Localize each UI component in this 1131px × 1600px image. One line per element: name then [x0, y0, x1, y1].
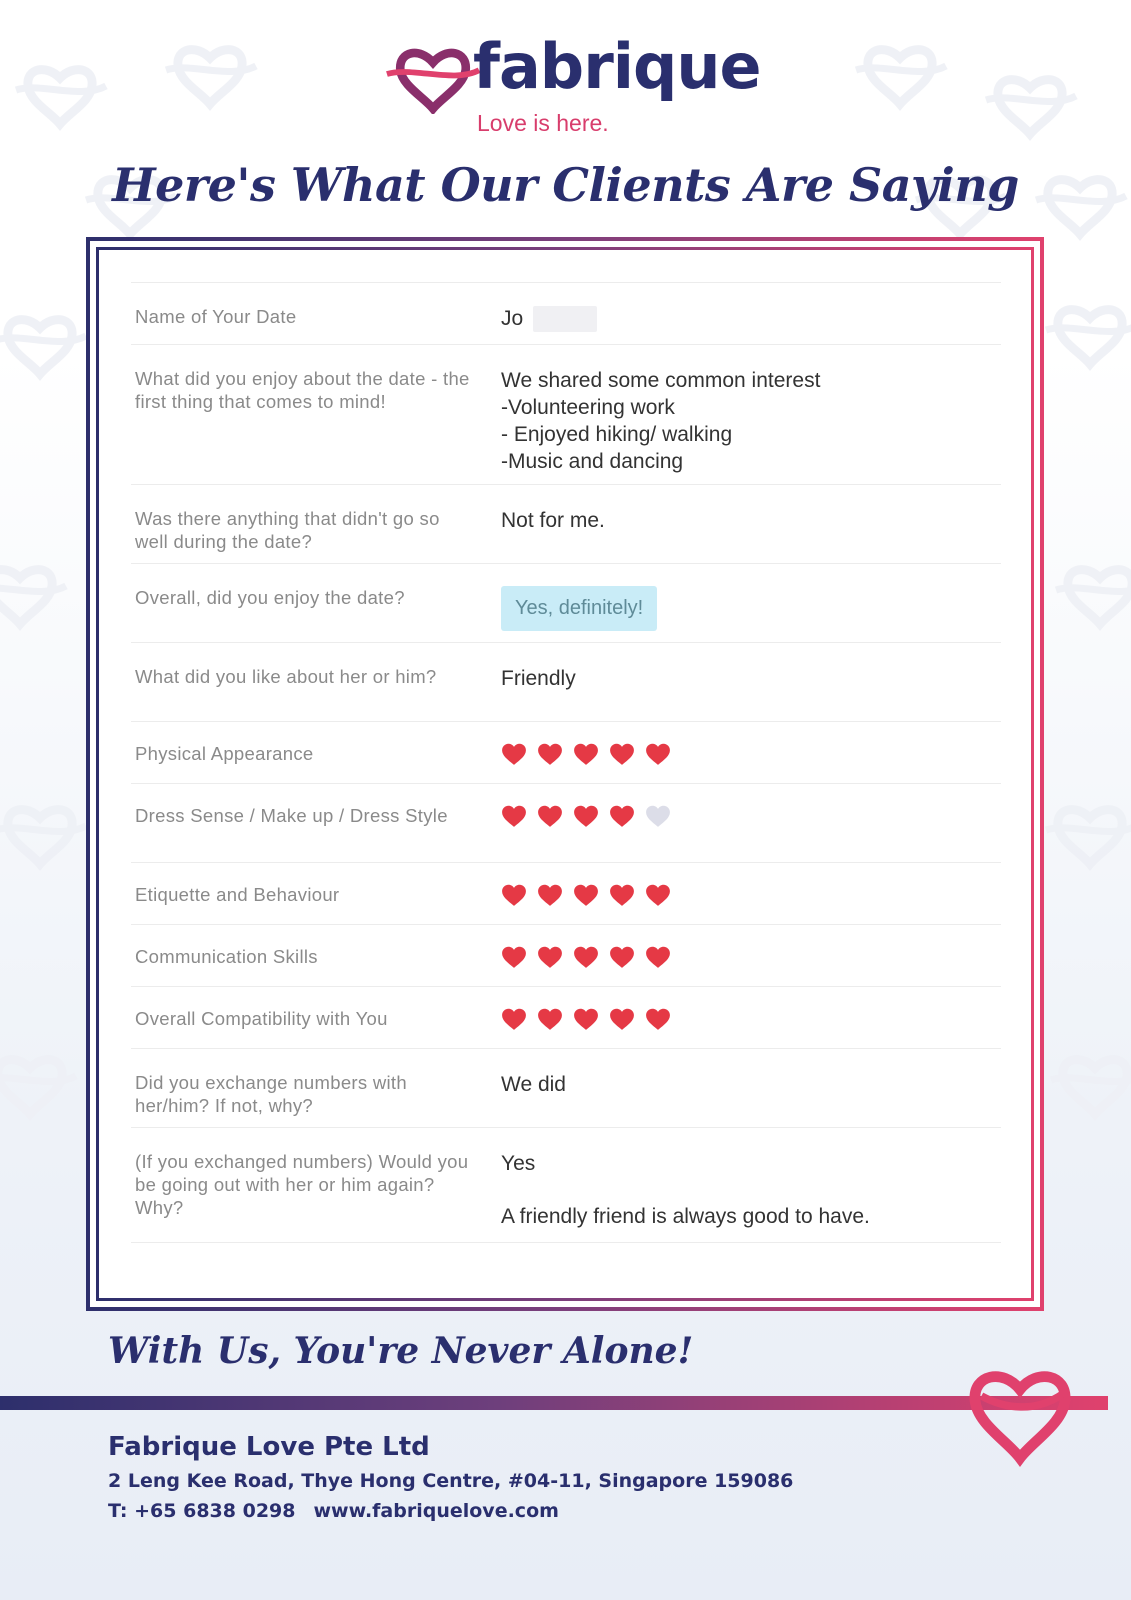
brand-wordmark: fabrique [473, 30, 761, 103]
question-label: Physical Appearance [135, 743, 314, 764]
heart-filled-icon [645, 1007, 671, 1031]
question-label: Communication Skills [135, 946, 318, 967]
heart-filled-icon [573, 742, 599, 766]
redacted-surname [533, 306, 597, 332]
footer-slogan: With Us, You're Never Alone! [108, 1330, 694, 1372]
heart-rating [501, 804, 1001, 828]
question-label: Overall Compatibility with You [135, 1008, 388, 1029]
question-label: Did you exchange numbers with her/him? If not, why? [135, 1072, 407, 1116]
form-row-appearance [131, 722, 1001, 784]
form-row-name [131, 283, 1001, 345]
form-row-issues [131, 485, 1001, 564]
question-label: (If you exchanged numbers) Would you be going out with her or him again? Why? [135, 1151, 469, 1218]
heart-filled-icon [501, 945, 527, 969]
heart-empty-icon [645, 804, 671, 828]
form-row-overall [131, 564, 1001, 643]
question-label: Overall, did you enjoy the date? [135, 587, 405, 608]
footer-stripe [0, 1396, 1108, 1410]
form-row-dress [131, 784, 1001, 863]
form-row-numbers [131, 1049, 1001, 1128]
heart-filled-icon [609, 883, 635, 907]
heart-filled-icon [609, 1007, 635, 1031]
heart-filled-icon [573, 945, 599, 969]
form-row-again [131, 1128, 1001, 1243]
answer-text: Yes A friendly friend is always good to have. [501, 1152, 870, 1228]
form-row-enjoy [131, 345, 1001, 485]
question-label: Name of Your Date [135, 306, 297, 327]
feedback-card [99, 250, 1031, 1298]
question-label: What did you enjoy about the date - the first thing that comes to mind! [135, 368, 470, 412]
brand-tagline: Love is here. [477, 110, 609, 136]
answer-pill: Yes, definitely! [501, 586, 657, 631]
heart-filled-icon [537, 945, 563, 969]
heart-rating [501, 945, 1001, 969]
logo-heart-icon [385, 34, 481, 114]
question-label: What did you like about her or him? [135, 666, 437, 687]
testimonial-frame [86, 237, 1044, 1311]
heart-filled-icon [537, 883, 563, 907]
heart-filled-icon [501, 883, 527, 907]
heart-rating [501, 742, 1001, 766]
footer-heart-icon [945, 1352, 1095, 1472]
answer-text: We did [501, 1073, 566, 1096]
phone-number: T: +65 6838 0298 [108, 1500, 296, 1522]
heart-filled-icon [537, 804, 563, 828]
form-row-etiquette [131, 863, 1001, 925]
company-address: 2 Leng Kee Road, Thye Hong Centre, #04-11, Singapore 159086 [108, 1470, 794, 1492]
form-row-compatibility [131, 987, 1001, 1049]
answer-text: Not for me. [501, 509, 605, 532]
heart-filled-icon [573, 883, 599, 907]
heart-filled-icon [645, 742, 671, 766]
heart-filled-icon [645, 945, 671, 969]
page-headline: Here's What Our Clients Are Saying [112, 158, 1019, 212]
fabrique-logo [385, 30, 761, 140]
question-label: Etiquette and Behaviour [135, 884, 340, 905]
feedback-form [131, 282, 1001, 1243]
heart-filled-icon [609, 945, 635, 969]
form-row-liked [131, 643, 1001, 722]
heart-filled-icon [645, 883, 671, 907]
heart-filled-icon [501, 804, 527, 828]
question-label: Dress Sense / Make up / Dress Style [135, 805, 448, 826]
question-label: Was there anything that didn't go so well during the date? [135, 508, 440, 552]
company-name: Fabrique Love Pte Ltd [108, 1432, 430, 1462]
answer-text: Jo [501, 307, 524, 330]
heart-filled-icon [537, 1007, 563, 1031]
answer-text: Friendly [501, 667, 576, 690]
heart-filled-icon [573, 1007, 599, 1031]
heart-rating [501, 883, 1001, 907]
heart-filled-icon [501, 742, 527, 766]
heart-filled-icon [537, 742, 563, 766]
website-link[interactable]: www.fabriquelove.com [313, 1500, 559, 1522]
heart-filled-icon [609, 742, 635, 766]
answer-text: We shared some common interest -Volunteering work - Enjoyed hiking/ walking -Music and dancing [501, 369, 821, 473]
form-row-communication [131, 925, 1001, 987]
heart-rating [501, 1007, 1001, 1031]
heart-filled-icon [501, 1007, 527, 1031]
heart-filled-icon [609, 804, 635, 828]
contact-line [108, 1500, 559, 1522]
heart-filled-icon [573, 804, 599, 828]
